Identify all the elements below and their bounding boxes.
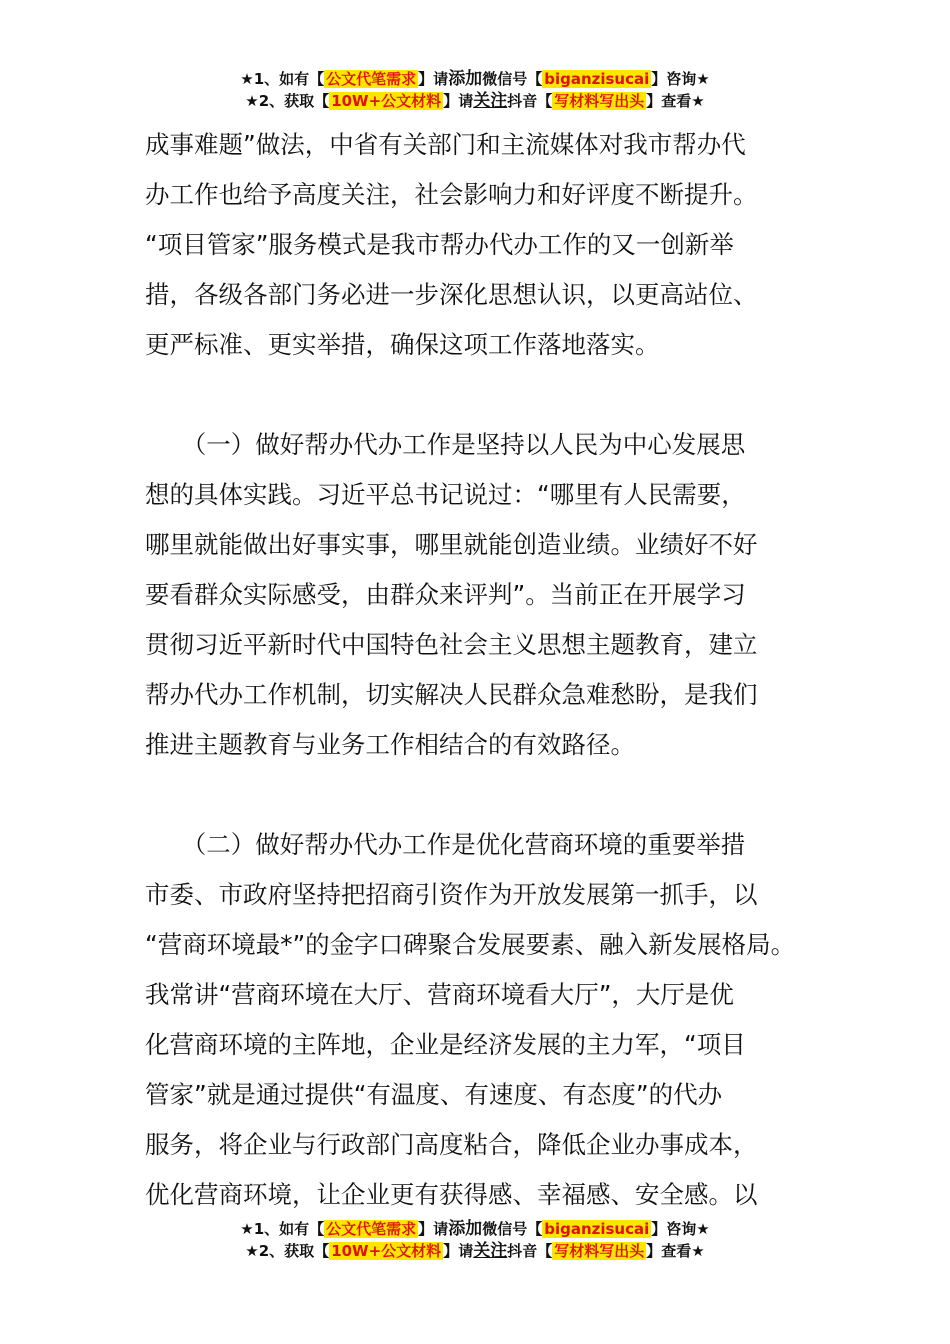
- banner-text: ★1、如有【: [240, 1220, 325, 1238]
- banner-emphasis: 添加: [448, 1219, 483, 1239]
- banner-text: 】请: [443, 1242, 474, 1260]
- body-text-line: 化营商环境的主阵地，企业是经济发展的主力军，“项目: [145, 1030, 746, 1059]
- body-text-line: 帮办代办工作机制，切实解决人民群众急难愁盼，是我们: [145, 680, 758, 709]
- banner-emphasis: 关注: [473, 91, 508, 111]
- banner-text: ★2、获取【: [245, 92, 330, 110]
- body-text-line: 推进主题教育与业务工作相结合的有效路径。: [145, 730, 635, 759]
- wechat-id-highlight: biganzisucai: [544, 1220, 650, 1238]
- body-text-line: 想的具体实践。习近平总书记说过：“哪里有人民需要，: [145, 480, 746, 509]
- banner-text: 】咨询★: [651, 1220, 710, 1238]
- body-text-line: 服务，将企业与行政部门高度粘合，降低企业办事成本，: [145, 1130, 758, 1159]
- banner-text: ★1、如有【: [240, 70, 325, 88]
- header-line-1: [0, 68, 950, 90]
- paragraph-gap: [145, 770, 810, 820]
- banner-text: 】查看★: [646, 92, 705, 110]
- header-line-2: [0, 90, 950, 112]
- footer-line-2: [0, 1240, 950, 1262]
- banner-text: 抖音【: [507, 1242, 553, 1260]
- banner-text: 微信号【: [482, 1220, 543, 1238]
- body-text-line: 办工作也给予高度关注，社会影响力和好评度不断提升。: [145, 180, 758, 209]
- body-text-line: 哪里就能做出好事实事，哪里就能创造业绩。业绩好不好: [145, 530, 758, 559]
- footer-banner: [0, 1218, 950, 1262]
- banner-text: 】请: [418, 1220, 449, 1238]
- header-banner: [0, 68, 950, 112]
- body-text-line: 优化营商环境，让企业更有获得感、幸福感、安全感。以: [145, 1180, 758, 1209]
- footer-line-1: [0, 1218, 950, 1240]
- banner-text: 】请: [418, 70, 449, 88]
- body-text-line: （一）做好帮办代办工作是坚持以人民为中心发展思: [145, 430, 746, 459]
- body-text-line: 贯彻习近平新时代中国特色社会主义思想主题教育，建立: [145, 630, 758, 659]
- body-text-line: 市委、市政府坚持把招商引资作为开放发展第一抓手，以: [145, 880, 758, 909]
- banner-text: 抖音【: [507, 92, 553, 110]
- body-text-line: 管家”就是通过提供“有温度、有速度、有态度”的代办: [145, 1080, 723, 1109]
- body-text-line: 措，各级各部门务必进一步深化思想认识，以更高站位、: [145, 280, 758, 309]
- body-text-line: “营商环境最*”的金字口碑聚合发展要素、融入新发展格局。: [145, 930, 796, 959]
- banner-highlight: 10W+公文材料: [331, 1242, 442, 1260]
- banner-highlight: 公文代笔需求: [326, 1220, 417, 1238]
- body-text-line: 要看群众实际感受，由群众来评判”。当前正在开展学习: [145, 580, 746, 609]
- paragraph-gap: [145, 370, 810, 420]
- douyin-id-highlight: 写材料写出头: [554, 92, 645, 110]
- body-text-line: 成事难题”做法，中省有关部门和主流媒体对我市帮办代: [145, 130, 746, 159]
- body-text-line: （二）做好帮办代办工作是优化营商环境的重要举措: [145, 830, 746, 859]
- document-body: [145, 120, 810, 1220]
- banner-highlight: 公文代笔需求: [326, 70, 417, 88]
- body-text-line: 我常讲“营商环境在大厅、营商环境看大厅”，大厅是优: [145, 980, 734, 1009]
- banner-text: ★2、获取【: [245, 1242, 330, 1260]
- banner-highlight: 10W+公文材料: [331, 92, 442, 110]
- body-text-line: 更严标准、更实举措，确保这项工作落地落实。: [145, 330, 660, 359]
- banner-text: 】请: [443, 92, 474, 110]
- banner-text: 】咨询★: [651, 70, 710, 88]
- banner-text: 】查看★: [646, 1242, 705, 1260]
- banner-emphasis: 添加: [448, 69, 483, 89]
- douyin-id-highlight: 写材料写出头: [554, 1242, 645, 1260]
- wechat-id-highlight: biganzisucai: [544, 70, 650, 88]
- banner-text: 微信号【: [482, 70, 543, 88]
- banner-emphasis: 关注: [473, 1241, 508, 1261]
- body-text-line: “项目管家”服务模式是我市帮办代办工作的又一创新举: [145, 230, 734, 259]
